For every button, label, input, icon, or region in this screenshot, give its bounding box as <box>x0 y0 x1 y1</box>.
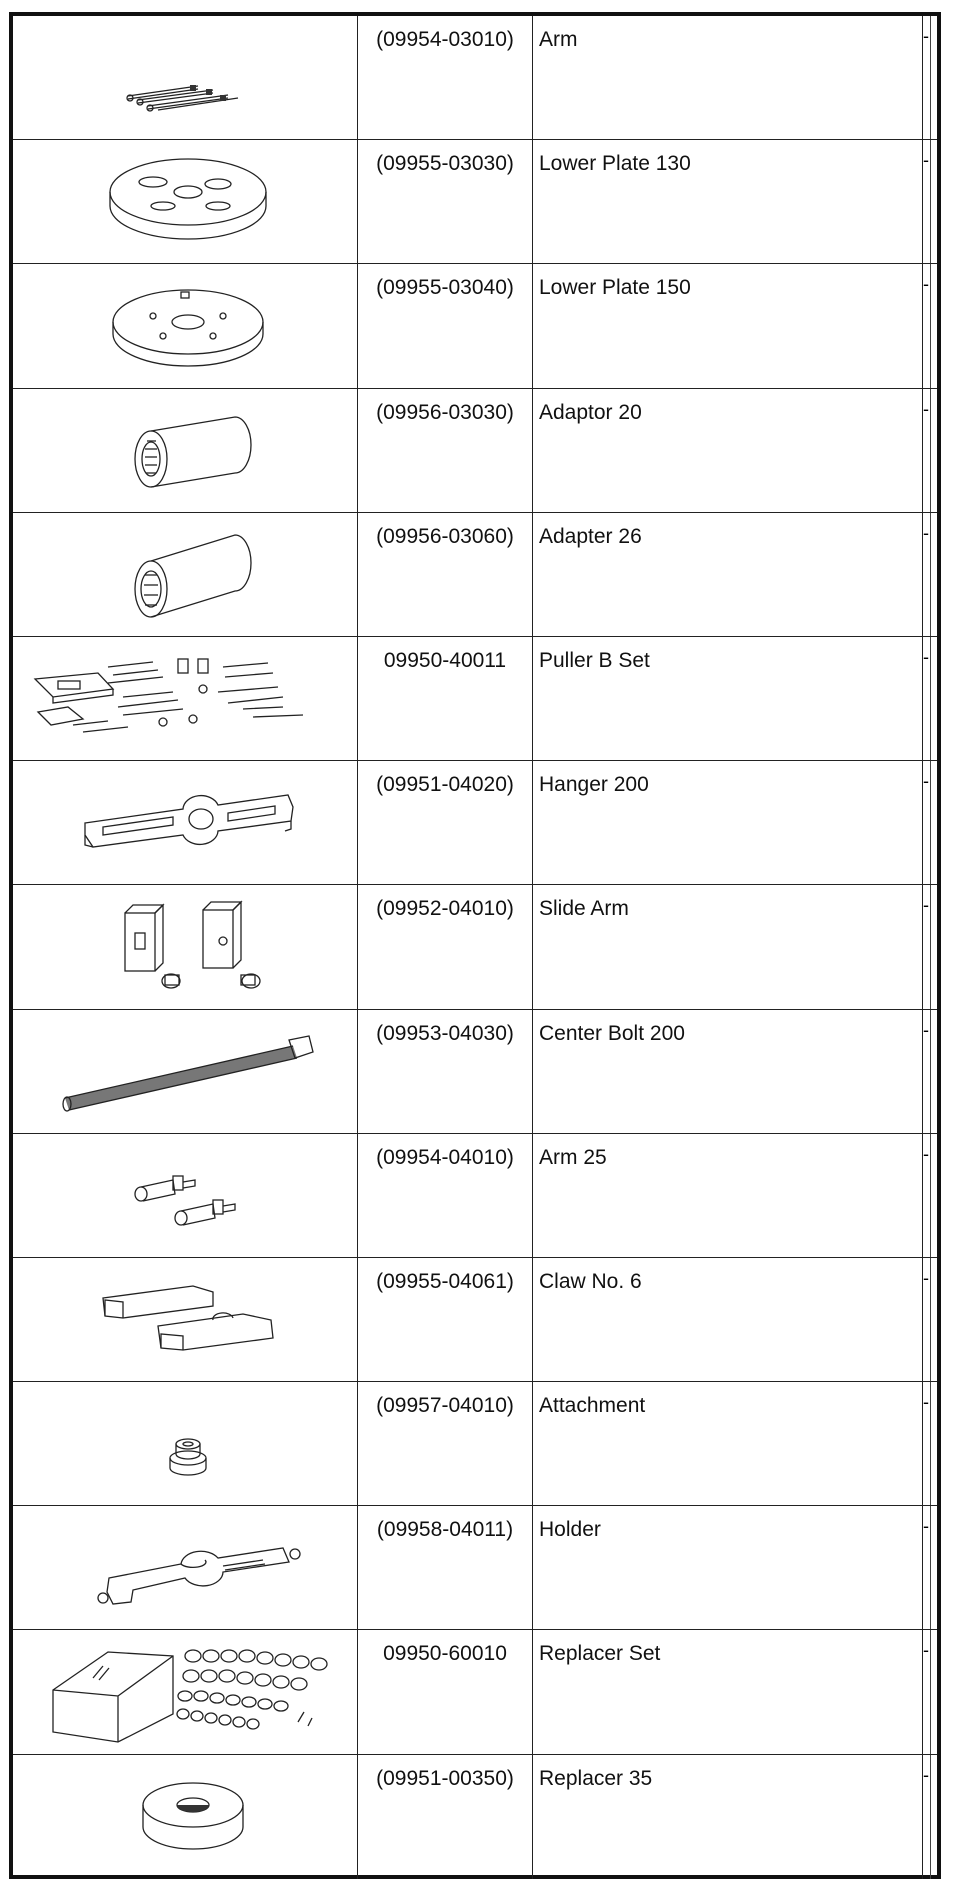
row-end <box>931 1506 937 1629</box>
center-bolt-200-icon <box>13 1010 358 1134</box>
holder-icon <box>13 1506 358 1630</box>
table-row <box>13 1382 937 1506</box>
part-number: (09952-04010) <box>358 885 533 1008</box>
part-name: Slide Arm <box>533 885 923 1008</box>
arm-25-icon <box>13 1134 358 1258</box>
part-number: (09953-04030) <box>358 1010 533 1133</box>
adapter-26-icon <box>13 513 358 637</box>
table-row <box>13 389 937 513</box>
table-row <box>13 1010 937 1134</box>
attachment-icon <box>13 1382 358 1506</box>
row-end <box>931 140 937 263</box>
quantity-mark: - <box>923 389 931 512</box>
quantity-mark: - <box>923 885 931 1008</box>
row-end <box>931 513 937 636</box>
part-illustration <box>13 513 358 636</box>
table-row <box>13 1506 937 1630</box>
table-row <box>13 264 937 388</box>
quantity-mark: - <box>923 1010 931 1133</box>
part-number: (09955-04061) <box>358 1258 533 1381</box>
table-row <box>13 140 937 264</box>
table-row <box>13 1755 937 1879</box>
part-number: (09955-03040) <box>358 264 533 387</box>
quantity-mark: - <box>923 1630 931 1753</box>
part-name: Center Bolt 200 <box>533 1010 923 1133</box>
part-illustration <box>13 16 358 139</box>
part-name: Arm <box>533 16 923 139</box>
quantity-mark: - <box>923 1755 931 1879</box>
puller-b-set-icon <box>13 637 358 761</box>
part-name: Lower Plate 150 <box>533 264 923 387</box>
part-name: Replacer Set <box>533 1630 923 1753</box>
row-end <box>931 1382 937 1505</box>
quantity-mark: - <box>923 637 931 760</box>
part-number: (09958-04011) <box>358 1506 533 1629</box>
row-end <box>931 1258 937 1381</box>
lower-plate-150-icon <box>13 264 358 388</box>
part-illustration <box>13 389 358 512</box>
lower-plate-130-icon <box>13 140 358 264</box>
table-row <box>13 637 937 761</box>
quantity-mark: - <box>923 1134 931 1257</box>
row-end <box>931 389 937 512</box>
part-name: Replacer 35 <box>533 1755 923 1879</box>
table-row <box>13 761 937 885</box>
quantity-mark: - <box>923 16 931 139</box>
table-row <box>13 1134 937 1258</box>
part-number: (09951-04020) <box>358 761 533 884</box>
part-name: Adaptor 20 <box>533 389 923 512</box>
part-number: 09950-60010 <box>358 1630 533 1753</box>
part-name: Adapter 26 <box>533 513 923 636</box>
row-end <box>931 637 937 760</box>
part-illustration <box>13 1755 358 1879</box>
row-end <box>931 1755 937 1879</box>
part-number: (09956-03030) <box>358 389 533 512</box>
quantity-mark: - <box>923 264 931 387</box>
hanger-200-icon <box>13 761 358 885</box>
part-number: (09955-03030) <box>358 140 533 263</box>
row-end <box>931 885 937 1008</box>
row-end <box>931 1134 937 1257</box>
part-number: (09954-03010) <box>358 16 533 139</box>
part-name: Attachment <box>533 1382 923 1505</box>
row-end <box>931 1010 937 1133</box>
part-illustration <box>13 1630 358 1753</box>
part-number: (09957-04010) <box>358 1382 533 1505</box>
row-end <box>931 761 937 884</box>
part-illustration <box>13 1506 358 1629</box>
part-number: (09956-03060) <box>358 513 533 636</box>
part-name: Claw No. 6 <box>533 1258 923 1381</box>
adaptor-20-icon <box>13 389 358 513</box>
replacer-set-icon <box>13 1630 358 1754</box>
part-name: Puller B Set <box>533 637 923 760</box>
table-row <box>13 1258 937 1382</box>
part-illustration <box>13 761 358 884</box>
part-name: Holder <box>533 1506 923 1629</box>
part-illustration <box>13 140 358 263</box>
quantity-mark: - <box>923 1258 931 1381</box>
table-row <box>13 16 937 140</box>
part-illustration <box>13 1134 358 1257</box>
quantity-mark: - <box>923 1506 931 1629</box>
part-number: (09951-00350) <box>358 1755 533 1879</box>
part-illustration <box>13 1258 358 1381</box>
part-illustration <box>13 885 358 1008</box>
claw-no-6-icon <box>13 1258 358 1382</box>
row-end <box>931 1630 937 1753</box>
part-illustration <box>13 637 358 760</box>
quantity-mark: - <box>923 513 931 636</box>
parts-table <box>9 12 941 1879</box>
part-number: (09954-04010) <box>358 1134 533 1257</box>
part-name: Lower Plate 130 <box>533 140 923 263</box>
quantity-mark: - <box>923 140 931 263</box>
quantity-mark: - <box>923 761 931 884</box>
row-end <box>931 264 937 387</box>
part-illustration <box>13 1382 358 1505</box>
part-name: Hanger 200 <box>533 761 923 884</box>
table-row <box>13 885 937 1009</box>
part-illustration <box>13 264 358 387</box>
slide-arm-icon <box>13 885 358 1009</box>
quantity-mark: - <box>923 1382 931 1505</box>
replacer-35-icon <box>13 1755 358 1879</box>
part-number: 09950-40011 <box>358 637 533 760</box>
part-illustration <box>13 1010 358 1133</box>
table-row <box>13 1630 937 1754</box>
table-row <box>13 513 937 637</box>
arm-bolts-icon <box>13 16 358 140</box>
part-name: Arm 25 <box>533 1134 923 1257</box>
row-end <box>931 16 937 139</box>
